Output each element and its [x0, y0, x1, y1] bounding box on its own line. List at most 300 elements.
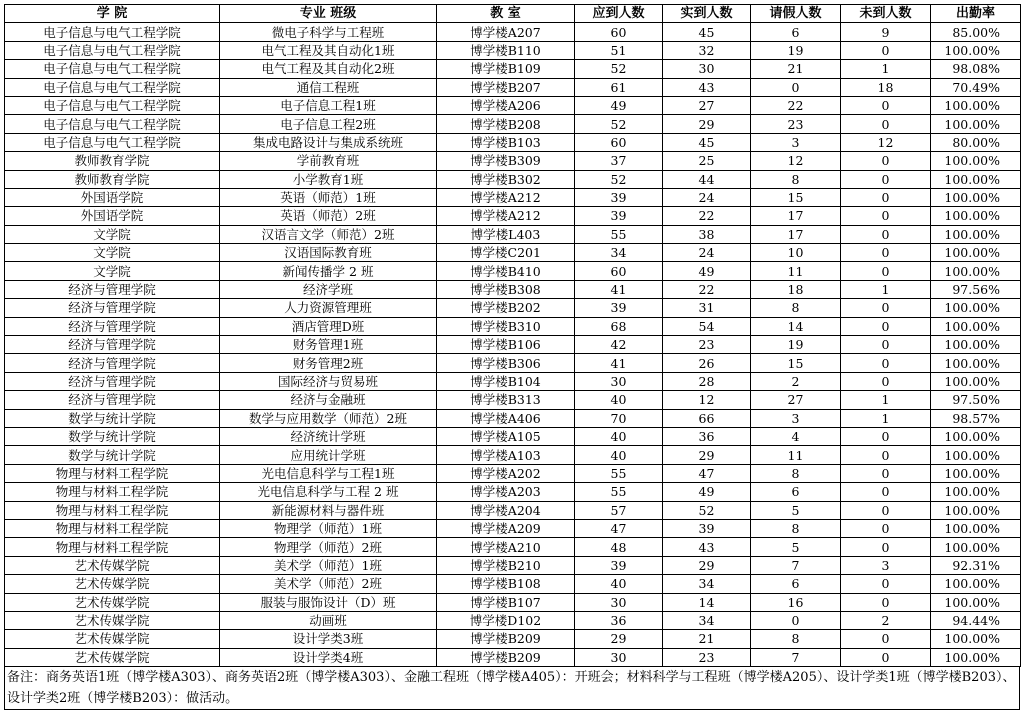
cell-college: 艺术传媒学院	[5, 630, 220, 648]
cell-classroom: 博学楼B310	[437, 317, 575, 335]
cell-absent: 0	[841, 188, 931, 206]
cell-expected: 42	[575, 336, 663, 354]
cell-classroom: 博学楼B209	[437, 630, 575, 648]
cell-rate: 100.00%	[931, 170, 1021, 188]
cell-expected: 47	[575, 519, 663, 537]
cell-absent: 2	[841, 611, 931, 629]
cell-leave: 15	[751, 188, 841, 206]
cell-absent: 0	[841, 152, 931, 170]
cell-expected: 30	[575, 593, 663, 611]
table-row	[5, 96, 1021, 114]
cell-leave: 19	[751, 336, 841, 354]
cell-classroom: 博学楼B106	[437, 336, 575, 354]
table-row	[5, 299, 1021, 317]
cell-absent: 0	[841, 207, 931, 225]
table-row	[5, 648, 1021, 666]
header-absent: 未到人数	[841, 5, 931, 23]
cell-leave: 22	[751, 96, 841, 114]
cell-rate: 100.00%	[931, 188, 1021, 206]
cell-class: 财务管理2班	[220, 354, 437, 372]
cell-class: 经济学班	[220, 280, 437, 298]
cell-class: 集成电路设计与集成系统班	[220, 133, 437, 151]
cell-leave: 17	[751, 207, 841, 225]
cell-class: 服装与服饰设计（D）班	[220, 593, 437, 611]
table-row	[5, 244, 1021, 262]
cell-expected: 57	[575, 501, 663, 519]
cell-class: 经济统计学班	[220, 427, 437, 445]
cell-rate: 100.00%	[931, 41, 1021, 59]
cell-present: 24	[663, 188, 751, 206]
cell-present: 12	[663, 391, 751, 409]
cell-expected: 30	[575, 372, 663, 390]
cell-leave: 0	[751, 78, 841, 96]
cell-rate: 100.00%	[931, 336, 1021, 354]
cell-class: 新闻传播学 2 班	[220, 262, 437, 280]
cell-present: 23	[663, 648, 751, 666]
cell-rate: 100.00%	[931, 372, 1021, 390]
cell-rate: 98.08%	[931, 60, 1021, 78]
cell-class: 动画班	[220, 611, 437, 629]
cell-rate: 100.00%	[931, 501, 1021, 519]
table-row	[5, 41, 1021, 59]
cell-rate: 100.00%	[931, 317, 1021, 335]
cell-college: 教师教育学院	[5, 170, 220, 188]
cell-leave: 6	[751, 575, 841, 593]
cell-leave: 5	[751, 538, 841, 556]
cell-expected: 61	[575, 78, 663, 96]
cell-leave: 5	[751, 501, 841, 519]
cell-rate: 100.00%	[931, 648, 1021, 666]
cell-classroom: 博学楼L403	[437, 225, 575, 243]
table-row	[5, 556, 1021, 574]
cell-classroom: 博学楼A212	[437, 188, 575, 206]
cell-classroom: 博学楼A212	[437, 207, 575, 225]
cell-classroom: 博学楼B104	[437, 372, 575, 390]
cell-expected: 41	[575, 280, 663, 298]
header-class: 专业 班级	[220, 5, 437, 23]
cell-expected: 39	[575, 188, 663, 206]
cell-expected: 30	[575, 648, 663, 666]
cell-expected: 34	[575, 244, 663, 262]
table-row	[5, 519, 1021, 537]
cell-rate: 85.00%	[931, 23, 1021, 41]
cell-college: 文学院	[5, 262, 220, 280]
cell-leave: 6	[751, 483, 841, 501]
cell-college: 文学院	[5, 244, 220, 262]
cell-absent: 0	[841, 648, 931, 666]
cell-rate: 100.00%	[931, 427, 1021, 445]
cell-class: 英语（师范）1班	[220, 188, 437, 206]
cell-rate: 100.00%	[931, 593, 1021, 611]
cell-college: 物理与材料工程学院	[5, 519, 220, 537]
header-row	[5, 5, 1021, 23]
cell-absent: 0	[841, 501, 931, 519]
cell-college: 艺术传媒学院	[5, 556, 220, 574]
cell-leave: 21	[751, 60, 841, 78]
table-row	[5, 501, 1021, 519]
cell-classroom: 博学楼B108	[437, 575, 575, 593]
cell-leave: 3	[751, 133, 841, 151]
table-row	[5, 446, 1021, 464]
cell-classroom: 博学楼B209	[437, 648, 575, 666]
cell-present: 22	[663, 280, 751, 298]
cell-present: 49	[663, 262, 751, 280]
cell-present: 39	[663, 519, 751, 537]
cell-class: 新能源材料与器件班	[220, 501, 437, 519]
cell-class: 电气工程及其自动化2班	[220, 60, 437, 78]
cell-class: 英语（师范）2班	[220, 207, 437, 225]
cell-college: 经济与管理学院	[5, 317, 220, 335]
cell-college: 电子信息与电气工程学院	[5, 78, 220, 96]
cell-rate: 100.00%	[931, 538, 1021, 556]
cell-college: 电子信息与电气工程学院	[5, 23, 220, 41]
header-college: 学 院	[5, 5, 220, 23]
cell-present: 45	[663, 133, 751, 151]
table-row	[5, 207, 1021, 225]
cell-college: 外国语学院	[5, 207, 220, 225]
cell-college: 艺术传媒学院	[5, 648, 220, 666]
cell-class: 电子信息工程1班	[220, 96, 437, 114]
cell-absent: 1	[841, 409, 931, 427]
cell-leave: 16	[751, 593, 841, 611]
cell-rate: 100.00%	[931, 225, 1021, 243]
cell-present: 44	[663, 170, 751, 188]
cell-expected: 55	[575, 464, 663, 482]
table-row	[5, 575, 1021, 593]
cell-class: 物理学（师范）1班	[220, 519, 437, 537]
cell-absent: 0	[841, 538, 931, 556]
table-row	[5, 427, 1021, 445]
cell-expected: 52	[575, 170, 663, 188]
cell-expected: 60	[575, 262, 663, 280]
cell-classroom: 博学楼B110	[437, 41, 575, 59]
cell-college: 数学与统计学院	[5, 409, 220, 427]
cell-expected: 40	[575, 446, 663, 464]
cell-present: 27	[663, 96, 751, 114]
cell-absent: 1	[841, 391, 931, 409]
cell-absent: 0	[841, 446, 931, 464]
cell-classroom: 博学楼A209	[437, 519, 575, 537]
cell-classroom: 博学楼B309	[437, 152, 575, 170]
cell-classroom: 博学楼A202	[437, 464, 575, 482]
cell-college: 物理与材料工程学院	[5, 483, 220, 501]
table-row	[5, 354, 1021, 372]
cell-present: 25	[663, 152, 751, 170]
cell-leave: 17	[751, 225, 841, 243]
cell-classroom: 博学楼B306	[437, 354, 575, 372]
cell-absent: 3	[841, 556, 931, 574]
cell-class: 物理学（师范）2班	[220, 538, 437, 556]
cell-present: 52	[663, 501, 751, 519]
cell-absent: 0	[841, 372, 931, 390]
cell-present: 32	[663, 41, 751, 59]
cell-absent: 0	[841, 354, 931, 372]
cell-rate: 100.00%	[931, 207, 1021, 225]
cell-leave: 27	[751, 391, 841, 409]
cell-absent: 0	[841, 483, 931, 501]
cell-college: 电子信息与电气工程学院	[5, 41, 220, 59]
cell-expected: 39	[575, 207, 663, 225]
cell-rate: 97.56%	[931, 280, 1021, 298]
cell-class: 国际经济与贸易班	[220, 372, 437, 390]
cell-leave: 12	[751, 152, 841, 170]
cell-present: 43	[663, 78, 751, 96]
cell-classroom: 博学楼A204	[437, 501, 575, 519]
table-row	[5, 60, 1021, 78]
cell-class: 设计学类3班	[220, 630, 437, 648]
table-row	[5, 593, 1021, 611]
cell-classroom: 博学楼A206	[437, 96, 575, 114]
cell-present: 47	[663, 464, 751, 482]
attendance-sheet	[4, 4, 1020, 710]
cell-expected: 40	[575, 391, 663, 409]
cell-expected: 68	[575, 317, 663, 335]
table-row	[5, 483, 1021, 501]
cell-rate: 100.00%	[931, 96, 1021, 114]
table-row	[5, 133, 1021, 151]
table-row	[5, 464, 1021, 482]
cell-classroom: 博学楼B202	[437, 299, 575, 317]
cell-class: 酒店管理D班	[220, 317, 437, 335]
cell-present: 29	[663, 446, 751, 464]
cell-expected: 40	[575, 575, 663, 593]
cell-college: 电子信息与电气工程学院	[5, 60, 220, 78]
cell-present: 29	[663, 556, 751, 574]
table-row	[5, 280, 1021, 298]
header-expected: 应到人数	[575, 5, 663, 23]
cell-college: 数学与统计学院	[5, 446, 220, 464]
cell-leave: 7	[751, 648, 841, 666]
cell-rate: 100.00%	[931, 446, 1021, 464]
cell-expected: 52	[575, 60, 663, 78]
cell-college: 物理与材料工程学院	[5, 501, 220, 519]
cell-present: 14	[663, 593, 751, 611]
cell-leave: 18	[751, 280, 841, 298]
table-row	[5, 409, 1021, 427]
cell-class: 美术学（师范）1班	[220, 556, 437, 574]
cell-expected: 36	[575, 611, 663, 629]
attendance-table	[4, 4, 1021, 667]
cell-college: 经济与管理学院	[5, 372, 220, 390]
cell-expected: 70	[575, 409, 663, 427]
cell-college: 艺术传媒学院	[5, 575, 220, 593]
cell-class: 设计学类4班	[220, 648, 437, 666]
cell-college: 经济与管理学院	[5, 354, 220, 372]
cell-class: 应用统计学班	[220, 446, 437, 464]
cell-college: 物理与材料工程学院	[5, 464, 220, 482]
cell-rate: 100.00%	[931, 244, 1021, 262]
cell-college: 教师教育学院	[5, 152, 220, 170]
cell-absent: 0	[841, 464, 931, 482]
table-row	[5, 317, 1021, 335]
cell-classroom: 博学楼B208	[437, 115, 575, 133]
cell-classroom: 博学楼B107	[437, 593, 575, 611]
cell-expected: 40	[575, 427, 663, 445]
cell-absent: 18	[841, 78, 931, 96]
cell-college: 艺术传媒学院	[5, 593, 220, 611]
cell-present: 36	[663, 427, 751, 445]
cell-classroom: 博学楼B207	[437, 78, 575, 96]
cell-class: 汉语国际教育班	[220, 244, 437, 262]
cell-leave: 4	[751, 427, 841, 445]
cell-classroom: 博学楼A406	[437, 409, 575, 427]
cell-college: 数学与统计学院	[5, 427, 220, 445]
table-row	[5, 336, 1021, 354]
cell-class: 数学与应用数学（师范）2班	[220, 409, 437, 427]
cell-class: 汉语言文学（师范）2班	[220, 225, 437, 243]
cell-classroom: 博学楼B103	[437, 133, 575, 151]
cell-class: 通信工程班	[220, 78, 437, 96]
cell-leave: 7	[751, 556, 841, 574]
cell-absent: 0	[841, 170, 931, 188]
cell-absent: 0	[841, 336, 931, 354]
cell-classroom: 博学楼A203	[437, 483, 575, 501]
cell-classroom: 博学楼A207	[437, 23, 575, 41]
cell-leave: 3	[751, 409, 841, 427]
cell-class: 小学教育1班	[220, 170, 437, 188]
header-present: 实到人数	[663, 5, 751, 23]
cell-class: 人力资源管理班	[220, 299, 437, 317]
cell-college: 电子信息与电气工程学院	[5, 115, 220, 133]
cell-classroom: 博学楼C201	[437, 244, 575, 262]
cell-rate: 100.00%	[931, 115, 1021, 133]
cell-leave: 10	[751, 244, 841, 262]
cell-leave: 2	[751, 372, 841, 390]
cell-leave: 6	[751, 23, 841, 41]
cell-college: 艺术传媒学院	[5, 611, 220, 629]
cell-expected: 55	[575, 483, 663, 501]
cell-expected: 29	[575, 630, 663, 648]
cell-classroom: 博学楼B302	[437, 170, 575, 188]
table-row	[5, 538, 1021, 556]
cell-classroom: 博学楼B308	[437, 280, 575, 298]
cell-present: 49	[663, 483, 751, 501]
cell-rate: 100.00%	[931, 262, 1021, 280]
cell-absent: 0	[841, 427, 931, 445]
cell-present: 21	[663, 630, 751, 648]
header-leave: 请假人数	[751, 5, 841, 23]
cell-rate: 94.44%	[931, 611, 1021, 629]
cell-class: 经济与金融班	[220, 391, 437, 409]
cell-college: 经济与管理学院	[5, 280, 220, 298]
table-row	[5, 170, 1021, 188]
cell-rate: 100.00%	[931, 519, 1021, 537]
table-row	[5, 152, 1021, 170]
cell-class: 财务管理1班	[220, 336, 437, 354]
cell-college: 电子信息与电气工程学院	[5, 133, 220, 151]
header-rate: 出勤率	[931, 5, 1021, 23]
cell-rate: 100.00%	[931, 354, 1021, 372]
cell-rate: 70.49%	[931, 78, 1021, 96]
cell-expected: 52	[575, 115, 663, 133]
cell-rate: 100.00%	[931, 299, 1021, 317]
cell-class: 光电信息科学与工程 2 班	[220, 483, 437, 501]
cell-rate: 100.00%	[931, 152, 1021, 170]
cell-absent: 1	[841, 60, 931, 78]
table-row	[5, 262, 1021, 280]
cell-leave: 8	[751, 299, 841, 317]
cell-classroom: 博学楼B410	[437, 262, 575, 280]
cell-present: 34	[663, 611, 751, 629]
cell-college: 电子信息与电气工程学院	[5, 96, 220, 114]
cell-present: 31	[663, 299, 751, 317]
cell-leave: 19	[751, 41, 841, 59]
cell-absent: 0	[841, 317, 931, 335]
cell-present: 34	[663, 575, 751, 593]
cell-absent: 0	[841, 519, 931, 537]
cell-expected: 48	[575, 538, 663, 556]
cell-present: 30	[663, 60, 751, 78]
cell-present: 23	[663, 336, 751, 354]
cell-class: 学前教育班	[220, 152, 437, 170]
cell-present: 28	[663, 372, 751, 390]
cell-expected: 41	[575, 354, 663, 372]
cell-rate: 100.00%	[931, 575, 1021, 593]
cell-classroom: 博学楼D102	[437, 611, 575, 629]
cell-absent: 0	[841, 262, 931, 280]
table-row	[5, 115, 1021, 133]
table-row	[5, 188, 1021, 206]
cell-leave: 8	[751, 464, 841, 482]
cell-absent: 0	[841, 630, 931, 648]
cell-absent: 0	[841, 96, 931, 114]
cell-leave: 8	[751, 170, 841, 188]
cell-rate: 97.50%	[931, 391, 1021, 409]
cell-college: 文学院	[5, 225, 220, 243]
cell-classroom: 博学楼B109	[437, 60, 575, 78]
cell-rate: 100.00%	[931, 464, 1021, 482]
cell-expected: 51	[575, 41, 663, 59]
table-row	[5, 391, 1021, 409]
cell-absent: 0	[841, 575, 931, 593]
cell-rate: 80.00%	[931, 133, 1021, 151]
cell-class: 微电子科学与工程班	[220, 23, 437, 41]
cell-rate: 100.00%	[931, 483, 1021, 501]
cell-leave: 15	[751, 354, 841, 372]
cell-leave: 8	[751, 519, 841, 537]
cell-leave: 0	[751, 611, 841, 629]
cell-absent: 0	[841, 244, 931, 262]
cell-class: 光电信息科学与工程1班	[220, 464, 437, 482]
cell-classroom: 博学楼A105	[437, 427, 575, 445]
cell-absent: 1	[841, 280, 931, 298]
cell-expected: 37	[575, 152, 663, 170]
cell-absent: 0	[841, 115, 931, 133]
cell-college: 物理与材料工程学院	[5, 538, 220, 556]
cell-classroom: 博学楼A210	[437, 538, 575, 556]
cell-expected: 49	[575, 96, 663, 114]
cell-absent: 0	[841, 299, 931, 317]
table-row	[5, 225, 1021, 243]
cell-expected: 60	[575, 133, 663, 151]
cell-absent: 12	[841, 133, 931, 151]
table-row	[5, 611, 1021, 629]
cell-present: 24	[663, 244, 751, 262]
cell-rate: 100.00%	[931, 630, 1021, 648]
cell-leave: 11	[751, 446, 841, 464]
cell-leave: 11	[751, 262, 841, 280]
header-classroom: 教 室	[437, 5, 575, 23]
table-row	[5, 372, 1021, 390]
cell-present: 26	[663, 354, 751, 372]
cell-present: 43	[663, 538, 751, 556]
cell-expected: 39	[575, 556, 663, 574]
cell-class: 电气工程及其自动化1班	[220, 41, 437, 59]
remark-note: 备注：商务英语1班（博学楼A303）、商务英语2班（博学楼A303）、金融工程班（博学楼A405）：开班会；材料科学与工程班（博学楼A205）、设计学类1班（博学楼B203）、设计学类2班（博学楼B203）：做活动。	[4, 667, 1020, 710]
cell-classroom: 博学楼A103	[437, 446, 575, 464]
cell-rate: 98.57%	[931, 409, 1021, 427]
cell-absent: 9	[841, 23, 931, 41]
